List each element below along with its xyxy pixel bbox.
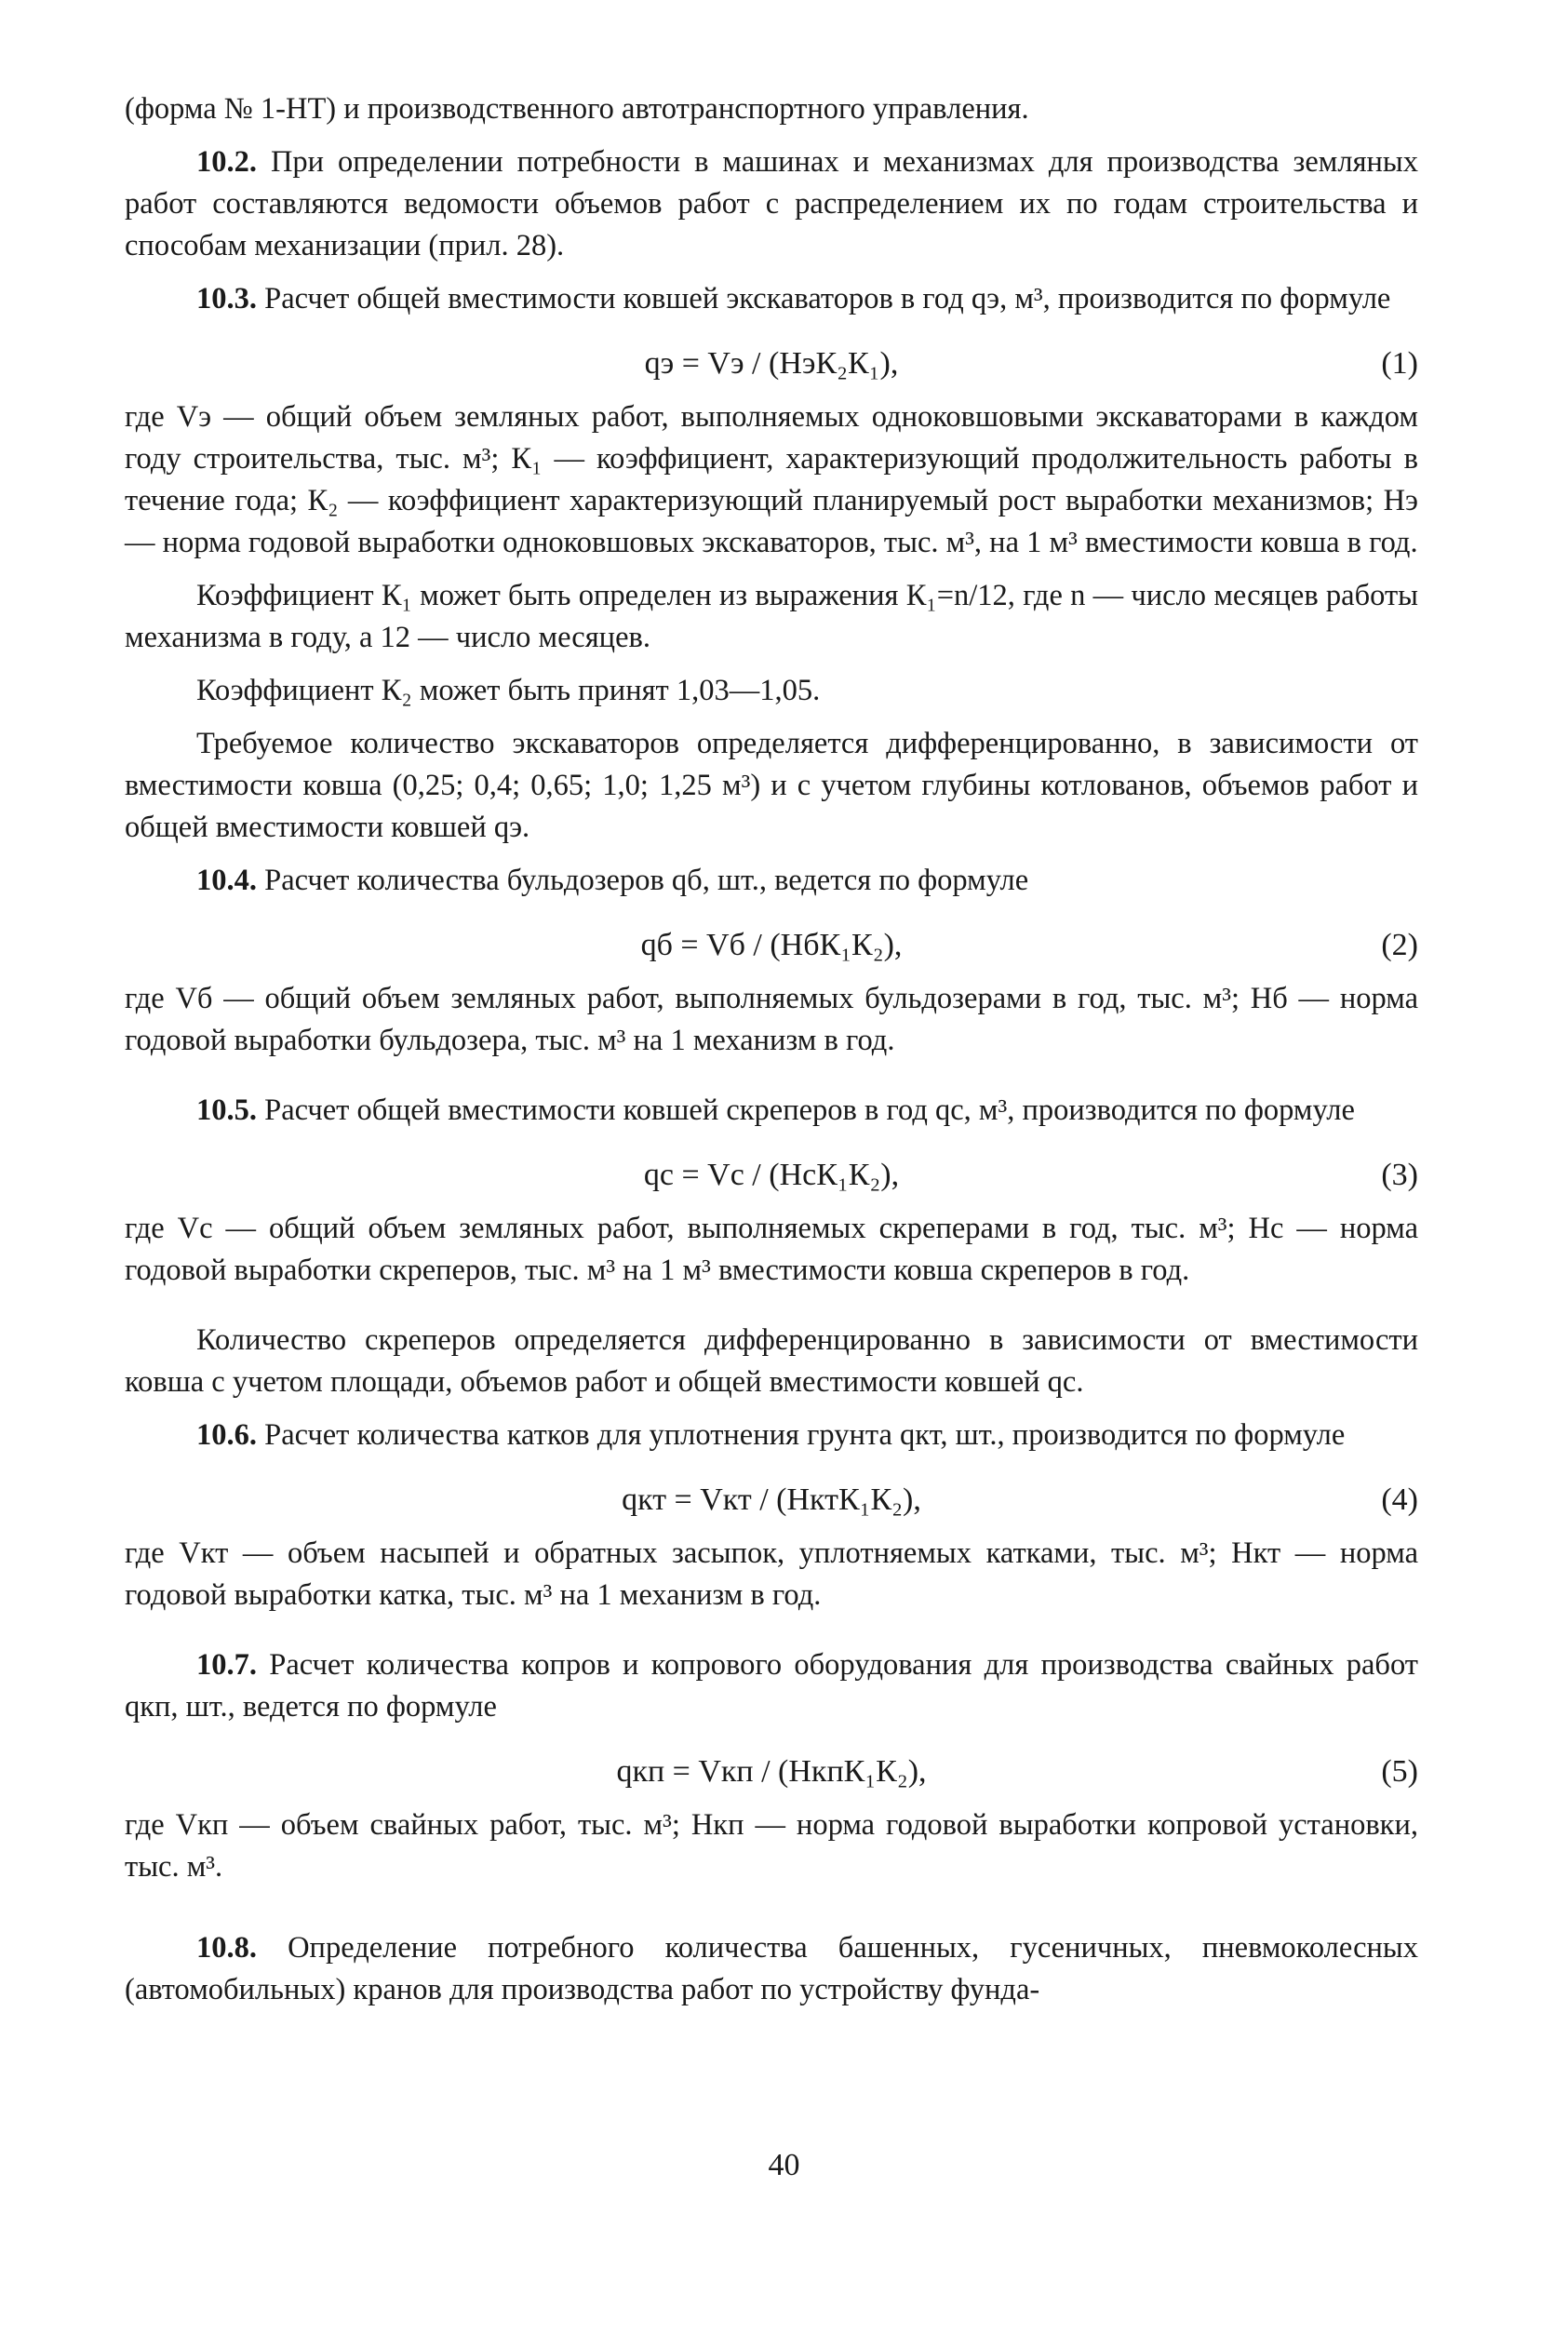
section-text: Расчет общей вместимости ковшей скреперов в год qс, м³, производится по формуле [264, 1093, 1355, 1127]
document-page [125, 88, 1418, 2011]
formula-number: (2) [1381, 928, 1418, 962]
section-text: Расчет количества копров и копрового оборудования для производства свайных работ qкп, шт., ведется по формуле [125, 1648, 1418, 1724]
section-number: 10.2. [196, 145, 257, 179]
formula-3-explanation: где Vс — общий объем земляных работ, выполняемых скреперами в год, тыс. м³; Нс — норма годовой выработки скреперов, тыс. м³ на 1 м³ вместимости ковша скреперов в год. [125, 1212, 1418, 1287]
section-text: Расчет количества бульдозеров qб, шт., ведется по формуле [264, 864, 1029, 897]
section-number: 10.7. [196, 1648, 257, 1682]
formula-5-explanation: где Vкп — объем свайных работ, тыс. м³; Нкп — норма годовой выработки копровой установки, тыс. м³. [125, 1808, 1418, 1884]
formula-expression: qс = Vс / (НсК₁К₂), [643, 1158, 900, 1192]
section-10-3 [125, 278, 1418, 320]
scraper-count-note: Количество скреперов определяется дифференцированно в зависимости от вместимости ковша с учетом площади, объемов работ и общей вместимости ковшей qс. [125, 1323, 1418, 1399]
section-number: 10.4. [196, 864, 257, 897]
section-number: 10.6. [196, 1418, 257, 1452]
page-number: 40 [768, 2148, 800, 2182]
formula-expression: qб = Vб / (НбК₁К₂), [640, 928, 903, 962]
formula-expression: qкт = Vкт / (НктК₁К₂), [622, 1482, 921, 1517]
section-10-4 [125, 860, 1418, 902]
formula-expression: qэ = Vэ / (НэК₂К₁), [644, 346, 899, 381]
excavator-count-note: Требуемое количество экскаваторов определяется дифференцированно, в зависимости от вместимости ковша (0,25; 0,4; 0,65; 1,0; 1,25 м³) и с учетом глубины котлованов, объемов работ и общей вместимости ковшей qэ. [125, 727, 1418, 844]
section-10-8 [125, 1927, 1418, 2011]
formula-expression: qкп = Vкп / (НкпК₁К₂), [616, 1754, 927, 1789]
section-text: Определение потребного количества башенных, гусеничных, пневмоколесных (автомобильных) кранов для производства работ по устройству фунда- [125, 1931, 1419, 2006]
formula-1-explanation: где Vэ — общий объем земляных работ, выполняемых одноковшовыми экскаваторами в каждом году строительства, тыс. м³; К₁ — коэффициент, характеризующий продолжительность работы в течение года; К₂ — коэффициент характеризующий планируемый рост выработки механизмов; Нэ — норма годовой выработки одноковшовых экскаваторов, тыс. м³, на 1 м³ вместимости ковша в год. [125, 400, 1418, 559]
section-number: 10.8. [196, 1931, 257, 1965]
formula-2-explanation: где Vб — общий объем земляных работ, выполняемых бульдозерами в год, тыс. м³; Нб — норма годовой выработки бульдозера, тыс. м³ на 1 механизм в год. [125, 982, 1418, 1057]
coefficient-k2-note: Коэффициент К₂ может быть принят 1,03—1,05. [196, 674, 821, 707]
section-10-6 [125, 1415, 1418, 1456]
formula-4-explanation: где Vкт — объем насыпей и обратных засыпок, уплотняемых катками, тыс. м³; Нкт — норма годовой выработки катка, тыс. м³ на 1 механизм в год. [125, 1536, 1418, 1612]
section-10-5 [125, 1090, 1418, 1132]
formula-4 [125, 1473, 1418, 1529]
formula-3 [125, 1148, 1418, 1204]
intro-line: (форма № 1-НТ) и производственного автотранспортного управления. [125, 92, 1029, 126]
section-10-2 [125, 141, 1418, 267]
formula-5 [125, 1745, 1418, 1801]
section-text: При определении потребности в машинах и механизмах для производства земляных работ составляются ведомости объемов работ с распределением их по годам строительства и способам механизации (прил. 28). [125, 145, 1418, 262]
formula-1 [125, 337, 1418, 393]
formula-2 [125, 919, 1418, 974]
section-text: Расчет количества катков для уплотнения грунта qкт, шт., производится по формуле [264, 1418, 1346, 1452]
section-text: Расчет общей вместимости ковшей экскаваторов в год qэ, м³, производится по формуле [264, 282, 1391, 315]
section-number: 10.5. [196, 1093, 257, 1127]
formula-number: (1) [1381, 346, 1418, 381]
formula-number: (4) [1381, 1482, 1418, 1517]
formula-number: (3) [1381, 1158, 1418, 1192]
section-number: 10.3. [196, 282, 257, 315]
section-10-7 [125, 1644, 1418, 1728]
coefficient-k1-note: Коэффициент К₁ может быть определен из выражения К₁=n/12, где n — число месяцев работы механизма в году, а 12 — число месяцев. [125, 579, 1418, 654]
formula-number: (5) [1381, 1754, 1418, 1789]
